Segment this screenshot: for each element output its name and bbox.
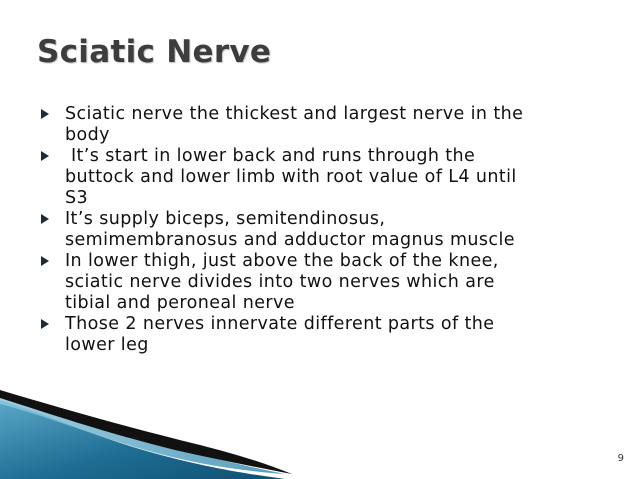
bullet-line: Those 2 nerves innervate different parts of the: [65, 314, 495, 334]
bullet-item: [41, 146, 611, 209]
bullet-line: Sciatic nerve the thickest and largest nerve in the: [65, 104, 524, 124]
triangle-bullet-icon: [41, 319, 49, 329]
bullet-line: In lower thigh, just above the back of the knee,: [65, 251, 499, 271]
bullet-list: [41, 104, 611, 356]
bullet-line: lower leg: [65, 335, 149, 355]
bullet-line: S3: [65, 188, 89, 208]
bullet-line: body: [65, 125, 110, 145]
bullet-line: sciatic nerve divides into two nerves which are: [65, 272, 495, 292]
bullet-item: [41, 314, 611, 356]
bullet-item: [41, 104, 611, 146]
bottom-left-swoosh-decoration: [0, 390, 300, 479]
triangle-bullet-icon: [41, 109, 49, 119]
bullet-item: [41, 209, 611, 251]
slide-title: Sciatic Nerve: [37, 34, 272, 70]
bullet-line: It’s supply biceps, semitendinosus,: [65, 209, 386, 229]
page-number: 9: [617, 453, 624, 464]
bullet-line: buttock and lower limb with root value of L4 until: [65, 167, 517, 187]
bullet-item: [41, 251, 611, 314]
bullet-line: It’s start in lower back and runs through the: [65, 146, 476, 166]
triangle-bullet-icon: [41, 151, 49, 161]
triangle-bullet-icon: [41, 214, 49, 224]
bullet-line: semimembranosus and adductor magnus muscle: [65, 230, 515, 250]
triangle-bullet-icon: [41, 256, 49, 266]
bullet-line: tibial and peroneal nerve: [65, 293, 295, 313]
